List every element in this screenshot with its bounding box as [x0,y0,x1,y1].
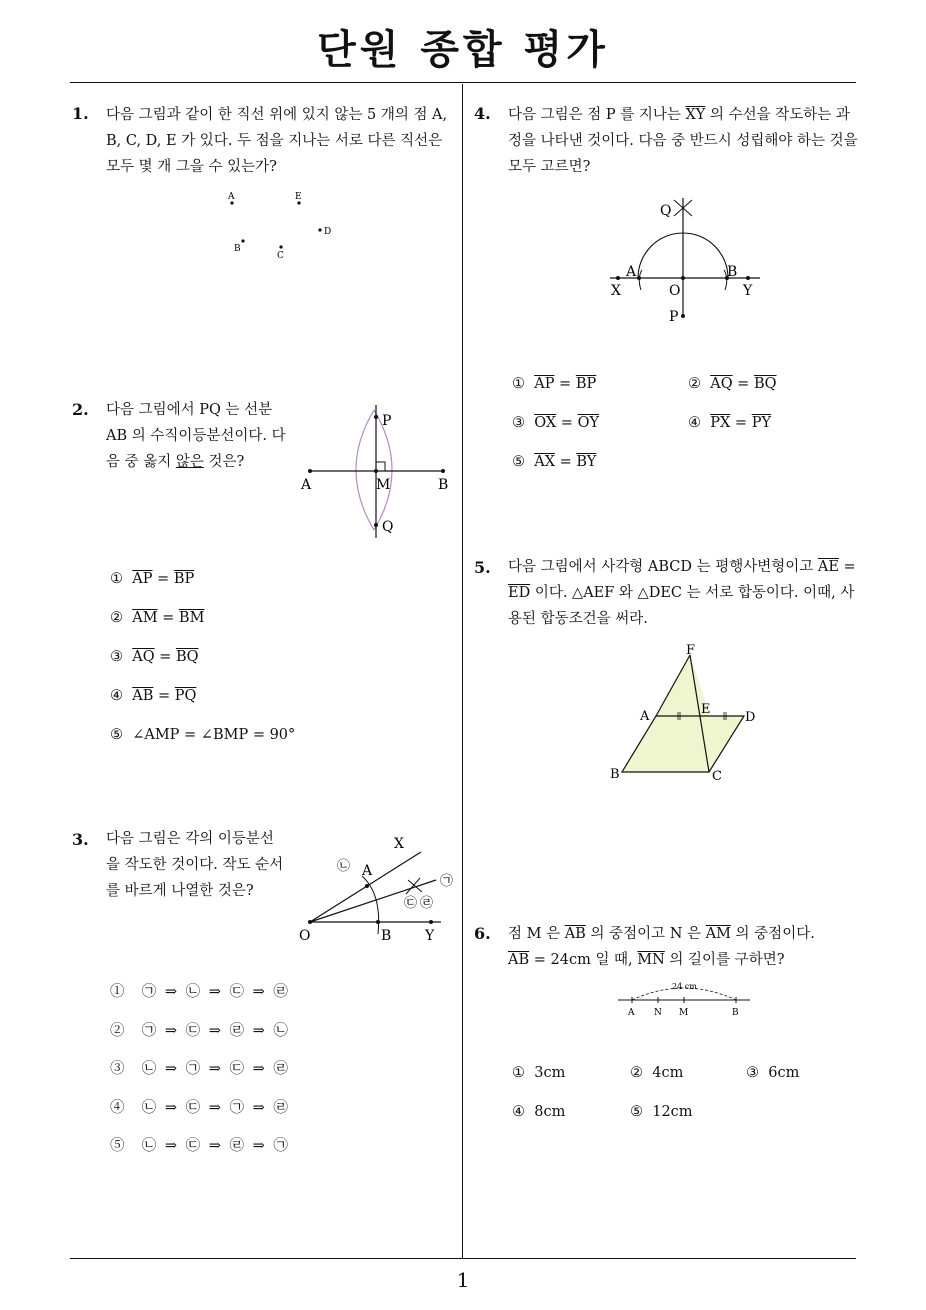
label-a: A [301,477,312,493]
choice-text: ㉠ ⇒ ㉢ ⇒ ㉣ ⇒ ㉡ [141,1023,288,1039]
q6-t2: 의 중점이고 N 은 [585,926,706,942]
q6-choice-3[interactable] [746,1065,799,1081]
question-4-text-a: 다음 그림은 점 P 를 지나는 [508,107,686,123]
question-5-text-a: 다음 그림에서 사각형 ABCD 는 평행사변형이고 [508,559,818,575]
label-c: C [712,769,722,784]
point-x [616,276,620,280]
point-e-label: E [295,192,302,202]
q4-choice-3[interactable] [512,415,599,431]
question-2-figure [298,400,458,540]
question-5-figure [604,640,784,790]
q4-choice-5[interactable] [512,454,596,470]
q3-choice-4[interactable] [110,1096,288,1117]
q6-choice-1[interactable] [512,1065,565,1081]
choice-mark: ③ [512,415,525,431]
choice-op: = [555,454,577,470]
choice-right: $\overline{PQ}$ [174,688,197,704]
label-d: D [745,710,756,725]
q6-mn: $\overline{MN}$ [637,952,665,968]
choice-right: $\overline{OY}$ [577,415,600,431]
question-6-figure [614,978,754,1020]
label-p: P [669,309,679,325]
point-q [374,523,378,527]
q6-t3: 의 중점이다. [730,926,815,942]
choice-mark: ② [630,1065,643,1081]
choice-mark: ④ [688,415,701,431]
choice-left: $\overline{PX}$ [710,415,731,431]
point-b [441,469,445,473]
q4-choice-4[interactable] [688,415,771,431]
point-m [374,469,378,473]
choice-left: $\overline{AQ}$ [132,649,155,665]
label-step-2: ㉡ [337,859,351,874]
label-step-1: ㉠ [440,874,454,889]
choice-right: $\overline{BQ}$ [753,376,777,392]
q6-ab: $\overline{AB}$ [564,926,586,942]
point-o [308,920,312,924]
arc-left [356,410,374,530]
q2-choice-5[interactable] [110,727,295,743]
point-p [374,415,378,419]
question-1-figure [220,185,340,265]
choice-mark: ⑤ [110,1138,125,1154]
choice-op: = [732,376,754,392]
label-o: O [299,928,311,944]
label-q: Q [660,203,672,219]
choice-mark: ① [110,984,125,1000]
label-b: B [381,928,392,944]
label-x: X [611,283,621,299]
choice-left: $\overline{AM}$ [132,610,158,626]
choice-mark: ② [110,610,123,626]
label-a: A [640,709,650,724]
point-p [681,314,685,318]
question-5-text [508,554,860,632]
q3-choice-1[interactable] [110,980,288,1001]
label-b: B [732,1008,739,1018]
choice-text: 12cm [652,1104,693,1120]
arc-a-mark [639,270,642,290]
point-d [318,228,321,231]
point-b [241,239,244,242]
choice-mark: ① [512,376,525,392]
question-6-number: 6. [474,924,491,943]
point-c-label: C [277,251,284,261]
label-e: E [701,702,711,717]
question-4-line-xy: $\overline{XY}$ [685,107,706,123]
label-f: F [686,643,696,658]
question-2-text [106,397,288,475]
question-3-number: 3. [72,830,89,849]
q2-choice-1[interactable] [110,571,194,587]
choice-right: $\overline{BP}$ [173,571,195,587]
question-5-number: 5. [474,558,491,577]
column-divider [462,84,463,1259]
choice-mark: ② [110,1023,125,1039]
choice-text: ∠AMP = ∠BMP = 90° [132,727,296,743]
choice-left: $\overline{AP}$ [534,376,555,392]
page-number: 1 [456,1268,470,1292]
q6-choice-4[interactable] [512,1104,565,1120]
choice-op: = [153,688,175,704]
point-y [429,920,433,924]
question-6-text [508,921,860,973]
point-y [746,276,750,280]
q6-choice-2[interactable] [630,1065,683,1081]
choice-text: 8cm [534,1104,566,1120]
segment-ae: $\overline{AE}$ [817,559,839,575]
label-x: X [394,836,404,852]
choice-right: $\overline{BM}$ [178,610,205,626]
choice-op: = [556,415,578,431]
label-a: A [362,863,373,879]
arc-center-o [362,876,379,934]
question-4-number: 4. [474,104,491,123]
label-p: P [382,413,392,429]
bottom-rule [70,1258,856,1259]
choice-mark: ⑤ [110,727,123,743]
choice-mark: ④ [110,688,123,704]
question-5-text-b: 이다. △AEF 와 △DEC 는 서로 합동이다. 이때, 사용된 합동조건을 써라. [508,585,855,627]
choice-right: $\overline{BP}$ [575,376,597,392]
label-y: Y [743,283,753,299]
q2-choice-2[interactable] [110,610,204,626]
point-a [365,884,369,888]
q3-choice-5[interactable] [110,1134,288,1155]
choice-left: $\overline{AX}$ [534,454,556,470]
question-2-text-a: 다음 그림에서 PQ 는 선분 AB 의 수직이등분선이다. 다음 중 옳지 [106,402,286,470]
bisector [310,880,436,922]
choice-mark: ⑤ [512,454,525,470]
choice-mark: ④ [512,1104,525,1120]
arc-mark-1 [408,880,422,892]
q6-am: $\overline{AM}$ [705,926,731,942]
top-rule [70,82,856,83]
choice-op: = [730,415,752,431]
q6-ab2: $\overline{AB}$ [508,952,530,968]
question-2-text-underlined: 않은 [175,454,204,470]
q6-t5: 의 길이를 구하면? [664,952,785,968]
choice-text: ㉡ ⇒ ㉠ ⇒ ㉢ ⇒ ㉣ [141,1061,288,1077]
choice-mark: ④ [110,1100,125,1116]
q6-t1: 점 M 은 [508,926,565,942]
choice-mark: ③ [746,1065,759,1081]
choice-left: $\overline{AP}$ [132,571,153,587]
choice-left: $\overline{AB}$ [132,688,154,704]
point-a [637,276,641,280]
label-y: Y [425,928,435,944]
choice-text: 4cm [652,1065,684,1081]
q6-choice-5[interactable] [630,1104,693,1120]
parallelogram-abcd [622,716,744,772]
choice-mark: ③ [110,1061,125,1077]
question-1-number: 1. [72,104,89,123]
choice-mark: ③ [110,649,123,665]
question-2-text-b: 것은? [203,454,245,470]
choice-op: = [554,376,576,392]
choice-left: $\overline{OX}$ [534,415,557,431]
label-m: M [376,477,391,493]
q2-choice-4[interactable] [110,688,196,704]
choice-op: = [157,610,179,626]
choice-right: $\overline{BY}$ [576,454,597,470]
choice-text: ㉠ ⇒ ㉡ ⇒ ㉢ ⇒ ㉣ [141,984,288,1000]
label-step-4: ㉣ [420,896,434,911]
label-q: Q [382,519,394,535]
question-4-text-b: 의 수선을 작도하는 과정을 나타낸 것이다. 다음 중 반드시 성립해야 하는 것을 모두 고르면? [508,107,858,175]
q3-choice-3[interactable] [110,1057,288,1078]
choice-text: 6cm [768,1065,800,1081]
label-a: A [628,1008,635,1018]
point-b [376,920,380,924]
choice-right: $\overline{PY}$ [751,415,772,431]
question-4-figure [598,192,778,332]
choice-op: = [154,649,176,665]
question-2-number: 2. [72,400,89,419]
choice-text: ㉡ ⇒ ㉢ ⇒ ㉠ ⇒ ㉣ [141,1100,288,1116]
q2-choice-3[interactable] [110,649,199,665]
q3-choice-2[interactable] [110,1019,288,1040]
q4-choice-1[interactable] [512,376,596,392]
question-3-figure [296,832,460,946]
choice-text: ㉡ ⇒ ㉢ ⇒ ㉣ ⇒ ㉠ [141,1138,288,1154]
point-c [279,245,282,248]
segment-ed: $\overline{ED}$ [508,585,531,601]
choice-text: 3cm [534,1065,566,1081]
choice-mark: ① [512,1065,525,1081]
label-b: B [727,264,738,280]
choice-left: $\overline{AQ}$ [710,376,733,392]
question-3-text: 다음 그림은 각의 이등분선을 작도한 것이다. 작도 순서를 바르게 나열한 것은? [106,831,284,899]
label-step-3: ㉢ [404,896,418,911]
label-a: A [626,264,637,280]
question-4-text [508,102,860,180]
label-n: N [654,1008,662,1018]
label-b: B [438,477,449,493]
choice-right: $\overline{BQ}$ [175,649,199,665]
q4-choice-2[interactable] [688,376,777,392]
point-d-label: D [324,227,332,237]
page-title: 단원 종합 평가 [317,27,609,73]
point-a [308,469,312,473]
label-o: O [669,283,681,299]
equals: = [838,559,856,575]
label-b: B [610,767,620,782]
point-a-label: A [228,192,235,202]
question-1-text: 다음 그림과 같이 한 직선 위에 있지 않는 5 개의 점 A, B, C, D, E 가 있다. 두 점을 지나는 서로 다른 직선은 모두 몇 개 그을 수 있는가? [106,107,448,175]
label-m: M [679,1008,689,1018]
length-label: 24 cm [672,982,697,991]
choice-mark: ⑤ [630,1104,643,1120]
q6-t4: = 24cm 일 때, [529,952,638,968]
choice-op: = [152,571,174,587]
choice-mark: ① [110,571,123,587]
choice-mark: ② [688,376,701,392]
point-o [681,276,685,280]
point-b-label: B [234,244,241,254]
